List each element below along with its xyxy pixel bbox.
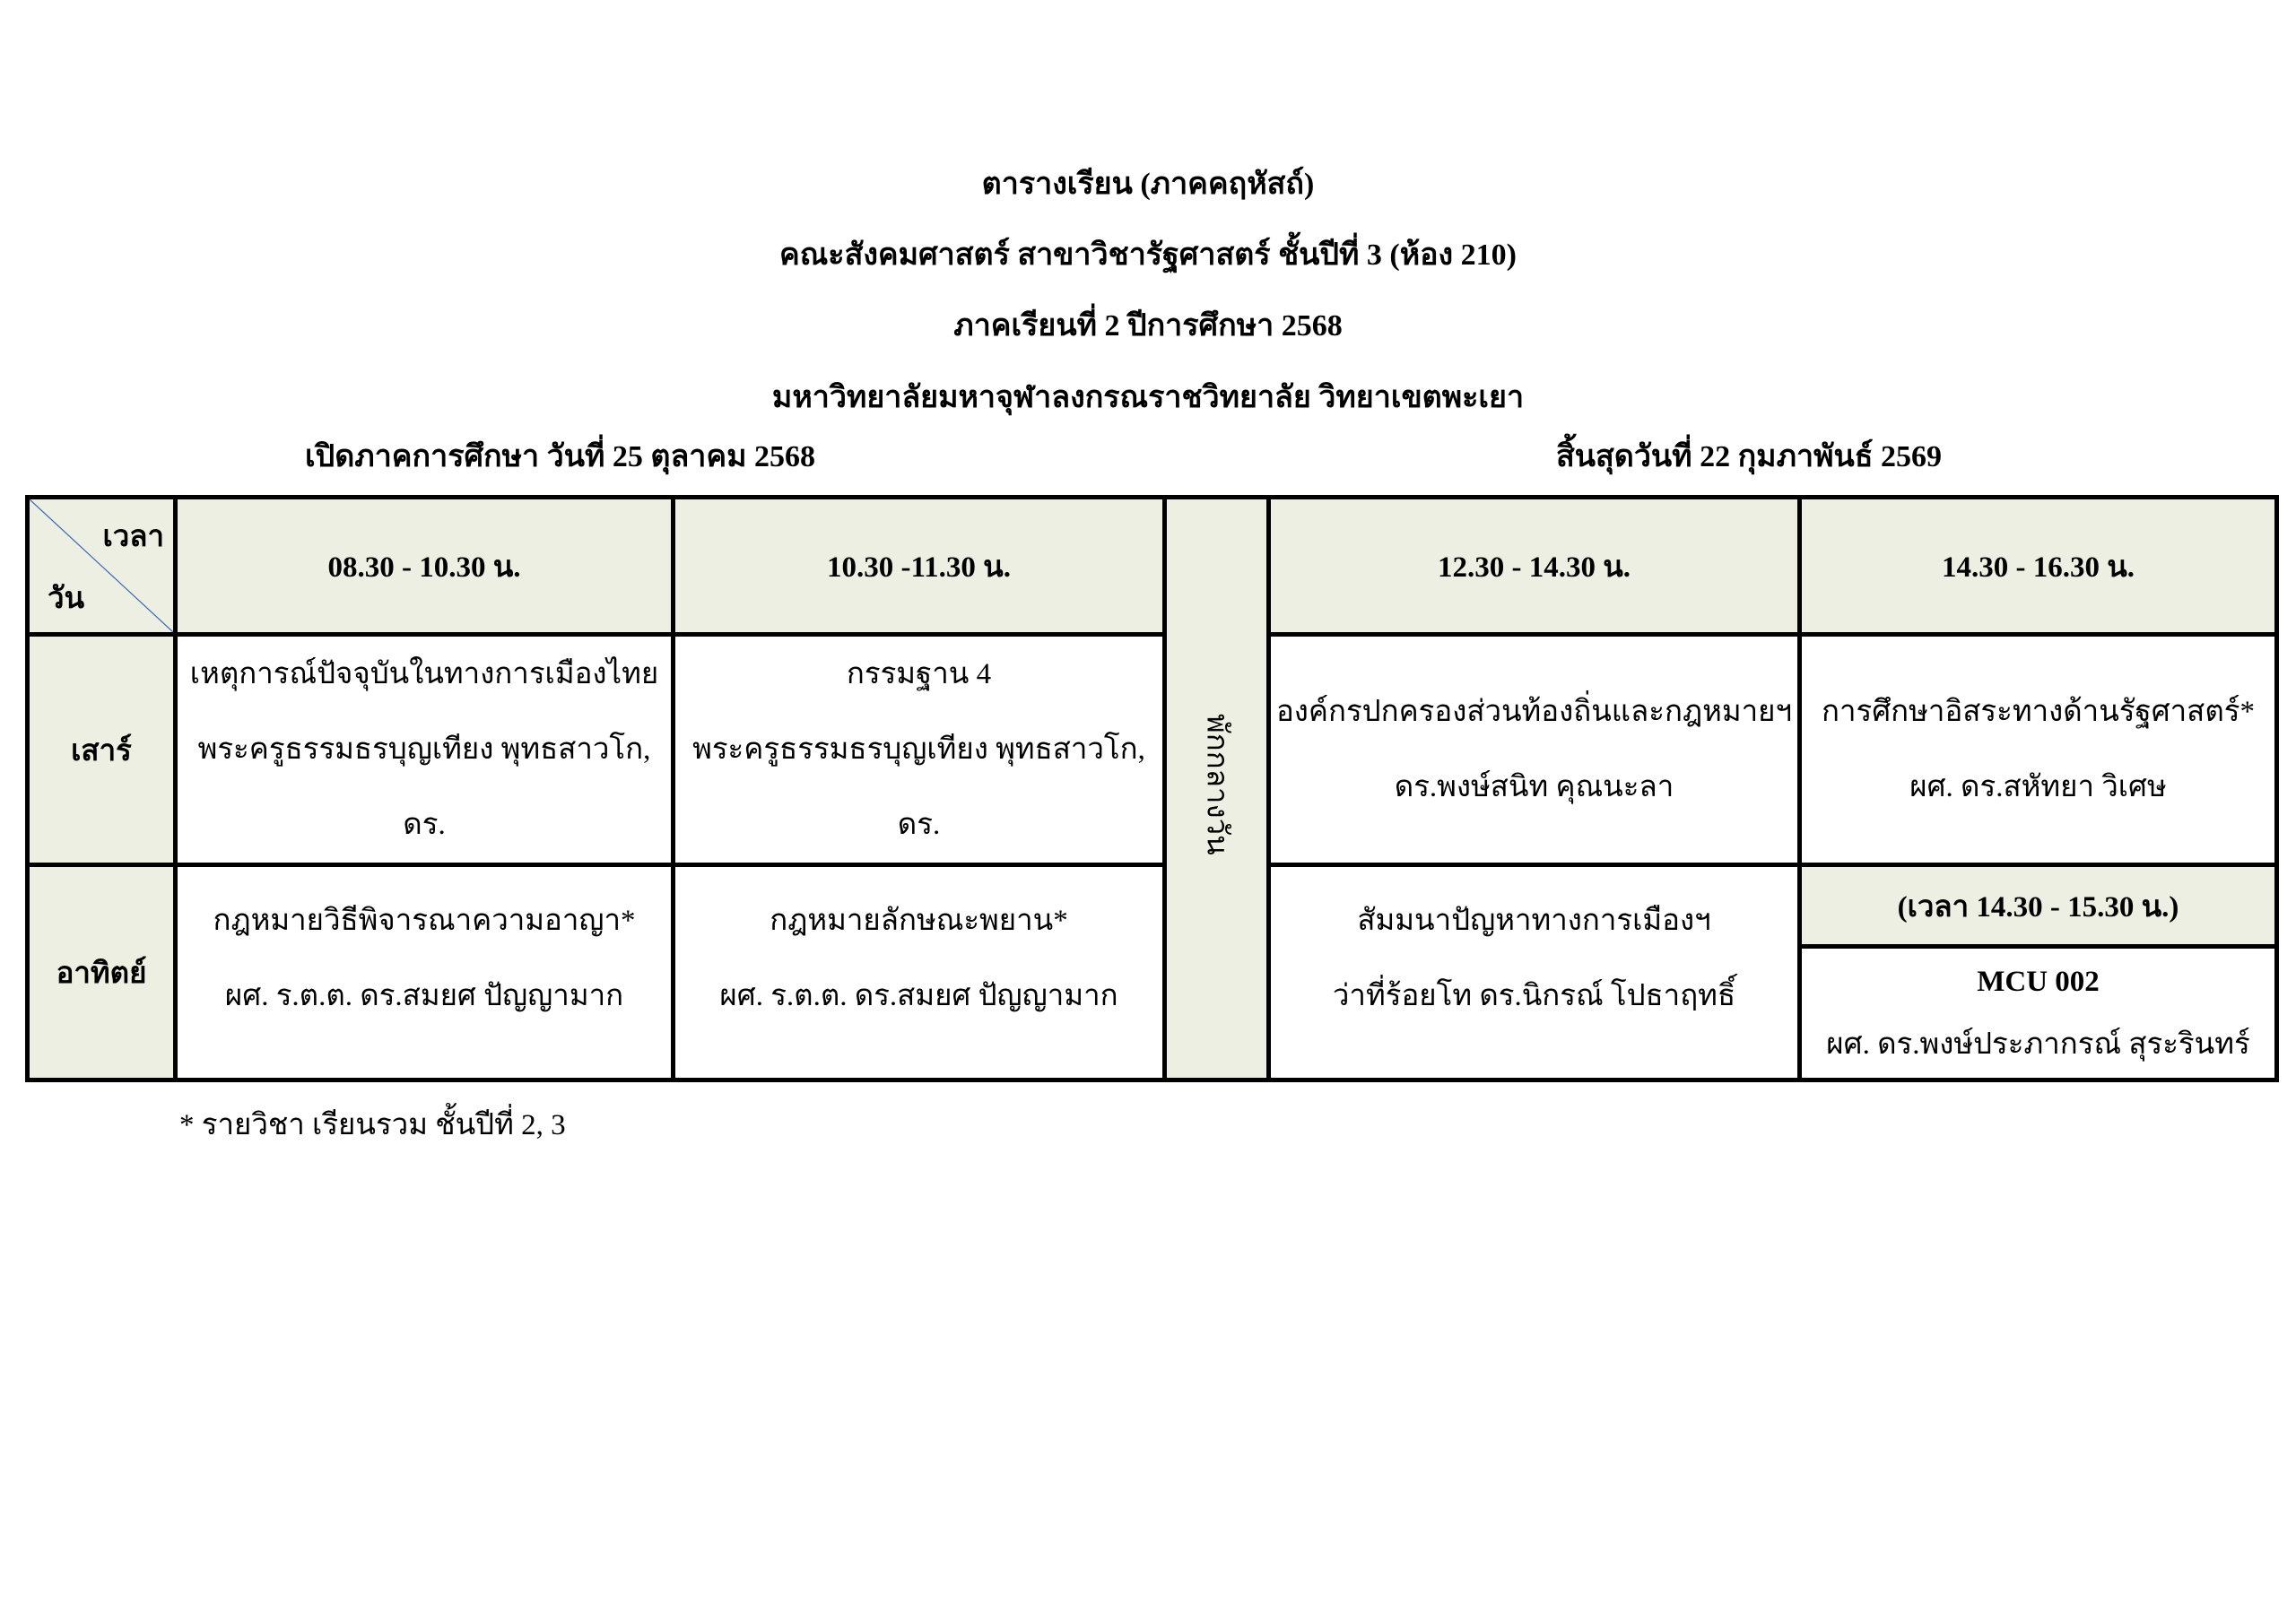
corner-cell: [28, 498, 176, 635]
course-name: เหตุการณ์ปัจจุบันในทางการเมืองไทย: [189, 658, 659, 690]
footnote: * รายวิชา เรียนรวม ชั้นปีที่ 2, 3: [179, 1109, 566, 1141]
corner-time-label: เวลา: [102, 521, 164, 553]
instructor-name: ผศ. ดร.สหัทยา วิเศษ: [1909, 771, 2167, 803]
day-sunday: อาทิตย์: [28, 865, 176, 1080]
sunday-slot-3: [1269, 865, 1800, 1080]
saturday-row: [28, 635, 2277, 865]
time-slot-2-header: 10.30 -11.30 น.: [674, 498, 1165, 635]
instructor-name: พระครูธรรมธรบุญเทียง พุทธสาวโก, ดร.: [692, 733, 1145, 841]
course-name: องค์กรปกครองส่วนท้องถิ่นและกฎหมายฯ: [1275, 696, 1793, 728]
time-slot-1-header: 08.30 - 10.30 น.: [176, 498, 674, 635]
saturday-slot-3: [1269, 635, 1800, 865]
course-name: กฎหมายลักษณะพยาน*: [770, 905, 1068, 937]
course-name: การศึกษาอิสระทางด้านรัฐศาสตร์*: [1822, 696, 2255, 728]
lunch-break-label: พักกลางวัน: [1200, 714, 1233, 855]
instructor-name: พระครูธรรมธรบุญเทียง พุทธสาวโก, ดร.: [197, 733, 651, 841]
course-name: MCU 002: [1977, 966, 2100, 998]
course-name: สัมมนาปัญหาทางการเมืองฯ: [1357, 905, 1711, 937]
saturday-slot-4: [1800, 635, 2277, 865]
sunday-slot-4: [1800, 947, 2277, 1080]
faculty-line: คณะสังคมศาสตร์ สาขาวิชารัฐศาสตร์ ชั้นปีที่ 3 (ห้อง 210): [779, 239, 1517, 272]
saturday-slot-1: [176, 635, 674, 865]
instructor-name: ผศ. ร.ต.ต. ดร.สมยศ ปัญญามาก: [719, 980, 1118, 1012]
day-saturday: เสาร์: [28, 635, 176, 865]
sunday-slot-2: [674, 865, 1165, 1080]
course-name: กรรมฐาน 4: [846, 658, 992, 690]
sunday-slot-4-time-note: (เวลา 14.30 - 15.30 น.): [1800, 865, 2277, 947]
instructor-name: ดร.พงษ์สนิท คุณนะลา: [1394, 771, 1674, 803]
sunday-row: [28, 865, 2277, 947]
time-slot-3-header: 12.30 - 14.30 น.: [1269, 498, 1800, 635]
start-date: เปิดภาคการศึกษา วันที่ 25 ตุลาคม 2568: [305, 440, 816, 473]
schedule-table: [25, 495, 2279, 1082]
time-slot-4-header: 14.30 - 16.30 น.: [1800, 498, 2277, 635]
instructor-name: ผศ. ดร.พงษ์ประภากรณ์ สุระรินทร์: [1826, 1028, 2250, 1061]
schedule-title: ตารางเรียน (ภาคคฤหัสถ์): [981, 168, 1315, 201]
corner-day-label: วัน: [48, 583, 85, 615]
end-date: สิ้นสุดวันที่ 22 กุมภาพันธ์ 2569: [1556, 440, 1942, 473]
course-name: กฎหมายวิธีพิจารณาความอาญา*: [213, 905, 636, 937]
saturday-slot-2: [674, 635, 1165, 865]
lunch-break-column: [1165, 498, 1269, 1080]
semester-line: ภาคเรียนที่ 2 ปีการศึกษา 2568: [953, 309, 1343, 343]
instructor-name: ผศ. ร.ต.ต. ดร.สมยศ ปัญญามาก: [224, 980, 624, 1012]
instructor-name: ว่าที่ร้อยโท ดร.นิกรณ์ โปธาฤทธิ์: [1332, 980, 1736, 1012]
sunday-slot-1: [176, 865, 674, 1080]
university-line: มหาวิทยาลัยมหาจุฬาลงกรณราชวิทยาลัย วิทยาเขตพะเยา: [771, 381, 1525, 414]
